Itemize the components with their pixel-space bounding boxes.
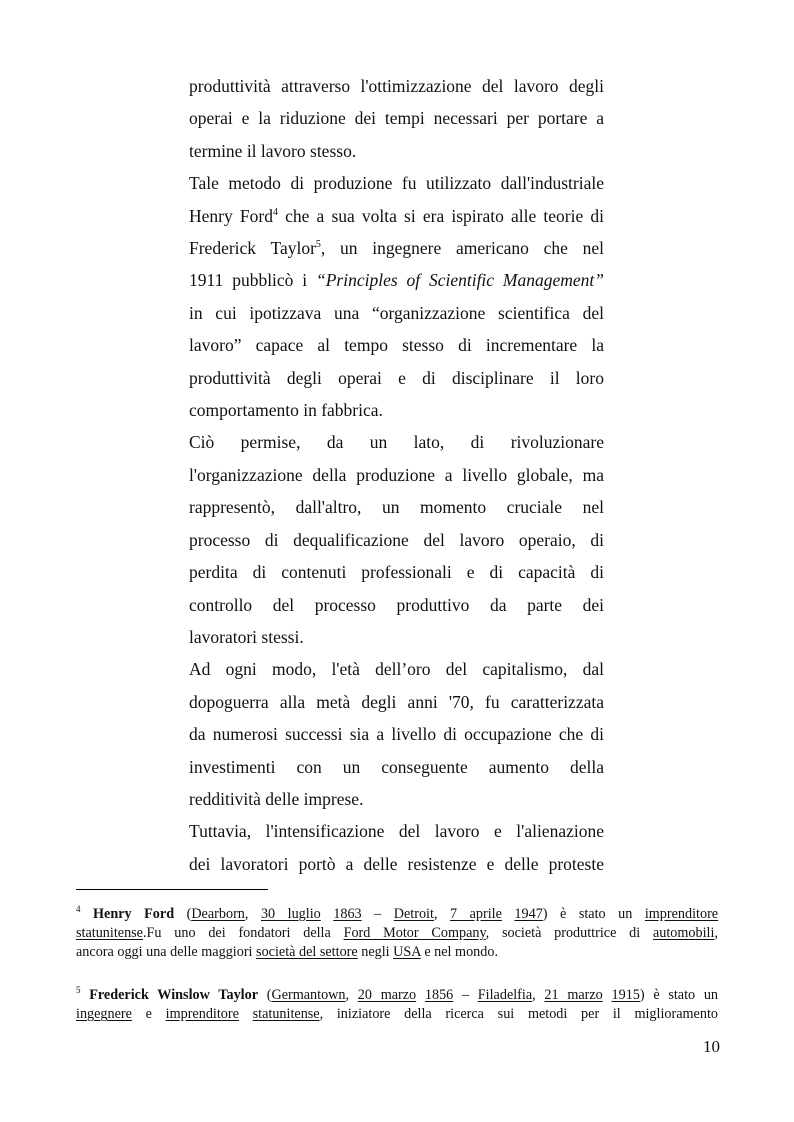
text-fragment: e	[131, 1006, 166, 1023]
text-line: termine il lavoro stesso.	[189, 140, 357, 161]
paragraph-5	[189, 815, 604, 880]
text-fragment: ,	[244, 906, 261, 922]
text-line: l'organizzazione della produzione a livello globale, ma	[189, 464, 604, 485]
text-fragment: ,	[433, 906, 450, 922]
footnote-number: 5	[76, 985, 81, 995]
footnote-line	[76, 943, 718, 962]
text-line: investimenti con un conseguente aumento della	[189, 756, 604, 777]
link-usa[interactable]: USA	[393, 944, 421, 961]
link-detroit[interactable]: Detroit	[393, 906, 434, 922]
text-line: Ciò permise, da un lato, di rivoluzionare	[189, 432, 604, 453]
text-line: perdita di contenuti professionali e di capacità di	[189, 562, 604, 583]
text-fragment	[603, 987, 612, 1003]
link-societa-del-settore[interactable]: società del settore	[256, 944, 358, 961]
frederick-taylor-name: Frederick Taylor	[189, 238, 316, 259]
text-line	[189, 200, 604, 232]
footnote-ref-4[interactable]: 4	[272, 206, 278, 218]
footnote-line	[76, 905, 718, 924]
footnote-line	[76, 1005, 718, 1024]
text-fragment: che a sua volta si era ispirato alle teorie di	[277, 205, 605, 226]
text-line: processo di dequalificazione del lavoro operaio, di	[189, 529, 604, 550]
text-fragment: , società produttrice di	[485, 925, 653, 942]
text-fragment: ,	[345, 987, 358, 1003]
text-line: produttività degli operai e di disciplinare il loro	[189, 367, 604, 388]
text-line: Ad ogni modo, l'età dell’oro del capitalismo, dal	[189, 659, 604, 680]
text-line: lavoro” capace al tempo stesso di incrementare la	[189, 335, 604, 356]
text-line: Tale metodo di produzione fu utilizzato dall'industriale	[189, 173, 604, 194]
link-filadelfia[interactable]: Filadelfia	[477, 987, 533, 1003]
link-imprenditore[interactable]: imprenditore	[165, 1006, 239, 1023]
link-30-luglio[interactable]: 30 luglio	[260, 906, 321, 922]
link-statunitense[interactable]: statunitense	[252, 1006, 320, 1023]
text-fragment: –	[361, 906, 394, 922]
body-text	[189, 70, 604, 880]
footnote-ref-5[interactable]: 5	[315, 239, 321, 251]
text-fragment: ancora oggi una delle maggiori	[76, 944, 257, 961]
text-fragment	[416, 987, 425, 1003]
text-line: in cui ipotizzava una “organizzazione scientifica del	[189, 302, 604, 323]
text-line: operai e la riduzione dei tempi necessari per portare a	[189, 108, 604, 129]
link-ingegnere[interactable]: ingegnere	[76, 1006, 132, 1023]
link-7-aprile[interactable]: 7 aprile	[450, 906, 502, 922]
text-fragment: ,	[532, 987, 545, 1003]
text-fragment: 1911 pubblicò i	[189, 270, 316, 291]
text-line: redditività delle imprese.	[189, 788, 364, 809]
paragraph-2	[189, 167, 604, 426]
text-line: dei lavoratori portò a delle resistenze e delle proteste	[189, 853, 604, 874]
text-fragment	[502, 906, 515, 922]
text-line: controllo del processo produttivo da parte dei	[189, 594, 604, 615]
text-line: lavoratori stessi.	[189, 626, 304, 647]
text-line	[189, 264, 604, 296]
link-germantown[interactable]: Germantown	[271, 987, 346, 1003]
henry-ford-name: Henry Ford	[189, 205, 273, 226]
text-line: rappresentò, dall'altro, un momento cruciale nel	[189, 497, 604, 518]
text-fragment	[239, 1006, 253, 1022]
link-20-marzo[interactable]: 20 marzo	[357, 987, 417, 1003]
book-title: “Principles of Scientific Management”	[315, 270, 604, 291]
paragraph-1	[189, 70, 604, 167]
link-21-marzo[interactable]: 21 marzo	[544, 987, 603, 1003]
footnote-number: 4	[76, 904, 81, 914]
paragraph-3	[189, 426, 604, 653]
text-line: produttività attraverso l'ottimizzazione del lavoro degli	[189, 76, 604, 96]
link-ford-motor-company[interactable]: Ford Motor Company	[343, 925, 486, 942]
text-fragment: .Fu uno dei fondatori della	[142, 925, 344, 942]
link-imprenditore[interactable]: imprenditore	[644, 906, 719, 922]
link-1947[interactable]: 1947	[514, 906, 543, 922]
link-dearborn[interactable]: Dearborn	[191, 906, 245, 922]
link-1863[interactable]: 1863	[333, 906, 362, 922]
link-automobili[interactable]: automobili	[652, 925, 715, 942]
text-fragment: , iniziatore della ricerca sui metodi per il miglioramento	[319, 1006, 718, 1023]
footnote-name: Frederick Winslow Taylor	[89, 987, 258, 1003]
text-fragment: , un ingegnere americano che nel	[320, 238, 604, 259]
link-1915[interactable]: 1915	[611, 987, 640, 1003]
paragraph-4	[189, 653, 604, 815]
text-fragment: ) è stato un	[639, 987, 719, 1003]
text-fragment	[321, 906, 334, 922]
page-number: 10	[703, 1037, 720, 1056]
text-fragment: e nel mondo.	[420, 944, 498, 961]
text-line: Tuttavia, l'intensificazione del lavoro e l'alienazione	[189, 821, 604, 842]
text-fragment: (	[174, 906, 192, 922]
footnote-line	[76, 986, 718, 1005]
text-fragment: ) è stato un	[542, 906, 645, 922]
footnote-4	[76, 905, 718, 963]
text-fragment: –	[453, 987, 478, 1003]
footnote-line	[76, 924, 718, 943]
text-fragment: ,	[714, 925, 718, 942]
text-fragment: (	[258, 987, 272, 1003]
footnote-5	[76, 986, 718, 1024]
footnote-separator	[76, 889, 268, 890]
text-fragment: negli	[357, 944, 394, 961]
link-1856[interactable]: 1856	[424, 987, 454, 1003]
text-line: dopoguerra alla metà degli anni '70, fu caratterizzata	[189, 691, 604, 712]
text-line: da numerosi successi sia a livello di occupazione che di	[189, 724, 604, 745]
link-statunitense[interactable]: statunitense	[76, 925, 143, 942]
text-line: comportamento in fabbrica.	[189, 400, 383, 421]
text-line	[189, 232, 604, 264]
footnote-name: Henry Ford	[93, 906, 175, 922]
